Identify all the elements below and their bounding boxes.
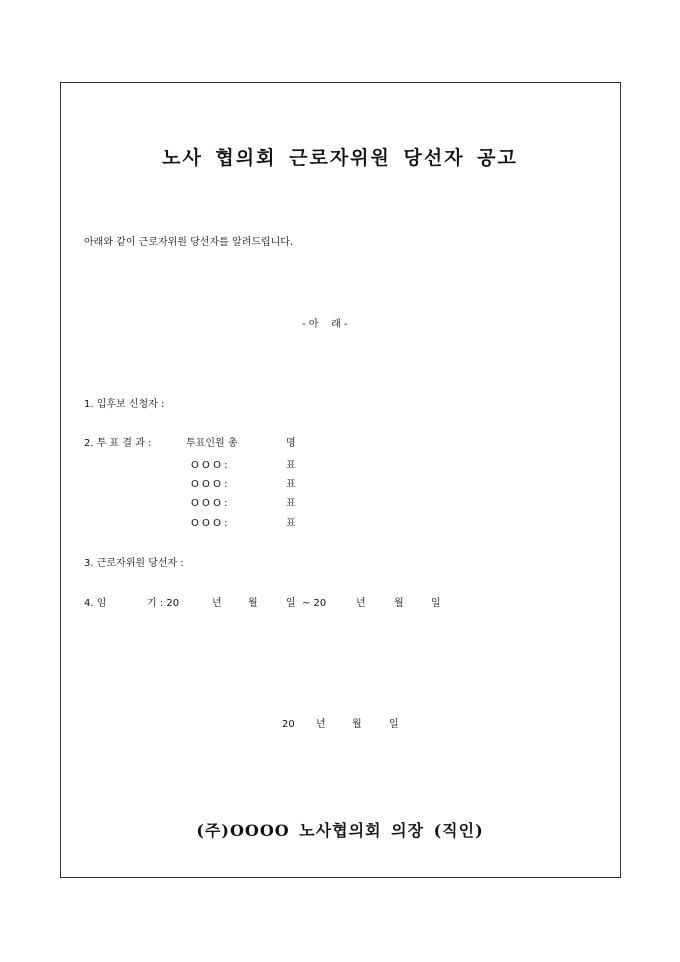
- date-year: 20: [282, 719, 295, 730]
- term-end-month-unit: 월: [394, 598, 404, 609]
- document-title: 노사 협의회 근로자위원 당선자 공고: [162, 147, 518, 169]
- date-month-unit: 월: [352, 719, 362, 730]
- date-year-unit: 년: [316, 719, 326, 730]
- candidate-name: O O O :: [191, 460, 228, 471]
- voters-unit: 명: [286, 438, 296, 449]
- signature-line: (주)OOOO 노사협의회 의장 (직인): [196, 821, 484, 840]
- candidates-label: 1. 입후보 신청자 :: [84, 399, 165, 410]
- term-label: 4. 임: [84, 598, 107, 609]
- date-day-unit: 일: [389, 719, 399, 730]
- intro-text: 아래와 같이 근로자위원 당선자를 알려드립니다.: [84, 237, 294, 248]
- document-frame: [60, 82, 621, 878]
- candidate-name: O O O :: [191, 518, 228, 529]
- candidate-votes-unit: 표: [286, 518, 296, 529]
- elected-label: 3. 근로자위원 당선자 :: [84, 558, 184, 569]
- candidate-votes-unit: 표: [286, 498, 296, 509]
- voters-total-label: 투표인원 총: [186, 438, 238, 449]
- vote-result-label: 2. 투 표 결 과 :: [84, 438, 152, 449]
- term-end-day-unit: 일: [431, 598, 441, 609]
- term-start-day-unit: 일: [286, 598, 296, 609]
- term-start-year-unit: 년: [212, 598, 222, 609]
- candidate-name: O O O :: [191, 479, 228, 490]
- term-end-year-unit: 년: [356, 598, 366, 609]
- candidate-votes-unit: 표: [286, 460, 296, 471]
- term-start: 기 : 20: [147, 598, 180, 609]
- candidate-name: O O O :: [191, 498, 228, 509]
- term-start-month-unit: 월: [248, 598, 258, 609]
- section-heading: - 아 래 -: [302, 319, 348, 330]
- term-range: ~ 20: [302, 598, 327, 609]
- candidate-votes-unit: 표: [286, 479, 296, 490]
